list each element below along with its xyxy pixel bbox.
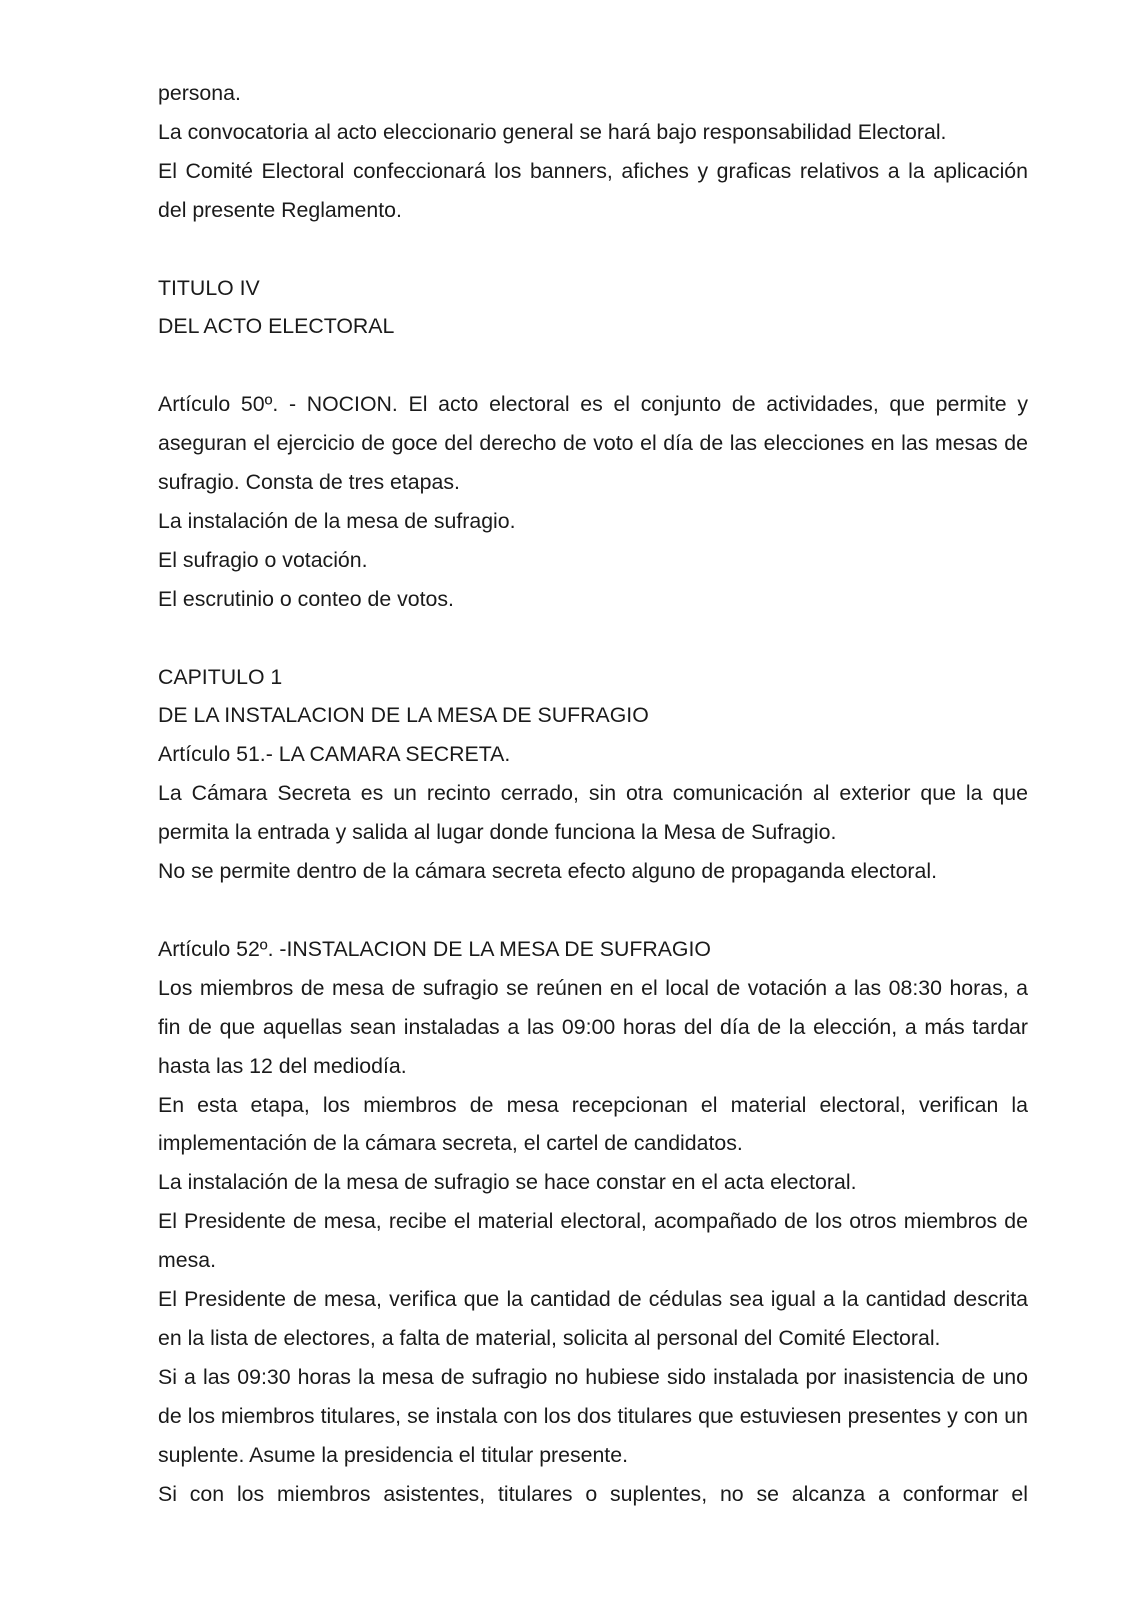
paragraph: Si con los miembros asistentes, titulares o suplentes, no se alcanza a conformar el — [158, 1481, 1028, 1506]
blank-line — [158, 346, 1028, 385]
paragraph: El escrutinio o conteo de votos. — [158, 586, 454, 611]
paragraph: La instalación de la mesa de sufragio. — [158, 508, 516, 533]
paragraph: El Comité Electoral confeccionará los banners, afiches y graficas relativos a la aplicación del presente Reglamento. — [158, 158, 1028, 222]
paragraph: Si a las 09:30 horas la mesa de sufragio no hubiese sido instalada por inasistencia de uno de los miembros titulares, se instala con los dos titulares que estuviesen presentes y con un suplente. Asume la presidencia el titular presente. — [158, 1364, 1028, 1467]
paragraph: El Presidente de mesa, verifica que la cantidad de cédulas sea igual a la cantidad descrita en la lista de electores, a falta de material, solicita al personal del Comité Electoral. — [158, 1287, 1028, 1350]
paragraph: El sufragio o votación. — [158, 547, 368, 572]
section-heading: Artículo 51.- LA CAMARA SECRETA. — [158, 742, 511, 767]
paragraph: Artículo 50º. - NOCION. El acto electoral es el conjunto de actividades, que permite y aseguran el ejercicio de goce del derecho de voto el día de las elecciones en las mesas de sufragio. Consta de tres etapas. — [158, 392, 1028, 495]
paragraph: No se permite dentro de la cámara secreta efecto alguno de propaganda electoral. — [158, 859, 938, 884]
paragraph: La convocatoria al acto eleccionario general se hará bajo responsabilidad Electoral. — [158, 119, 947, 144]
blank-line — [158, 230, 1028, 269]
paragraph: El Presidente de mesa, recibe el material electoral, acompañado de los otros miembros de mesa. — [158, 1209, 1028, 1273]
paragraph: Los miembros de mesa de sufragio se reúnen en el local de votación a las 08:30 horas, a fin de que aquellas sean instaladas a las 09:00 horas del día de la elección, a más tardar hasta las 12 del mediodía. — [158, 975, 1028, 1078]
section-heading: DEL ACTO ELECTORAL — [158, 314, 395, 339]
section-heading: DE LA INSTALACION DE LA MESA DE SUFRAGIO — [158, 703, 649, 728]
section-heading: CAPITULO 1 — [158, 664, 283, 689]
section-heading: TITULO IV — [158, 275, 260, 300]
paragraph: persona. — [158, 81, 241, 105]
blank-line — [158, 891, 1028, 930]
blank-line — [158, 619, 1028, 658]
paragraph: La Cámara Secreta es un recinto cerrado, sin otra comunicación al exterior que la que permita la entrada y salida al lugar donde funciona la Mesa de Sufragio. — [158, 781, 1028, 845]
section-heading: Artículo 52º. -INSTALACION DE LA MESA DE SUFRAGIO — [158, 936, 711, 961]
paragraph: La instalación de la mesa de sufragio se hace constar en el acta electoral. — [158, 1170, 857, 1195]
document-page — [158, 74, 1028, 1513]
paragraph: En esta etapa, los miembros de mesa recepcionan el material electoral, verifican la implementación de la cámara secreta, el cartel de candidatos. — [158, 1092, 1028, 1156]
